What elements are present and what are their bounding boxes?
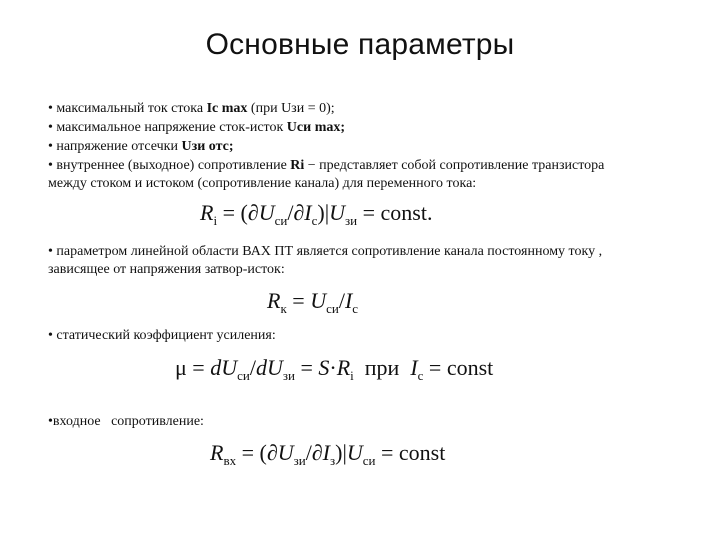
text: • напряжение отсечки	[48, 139, 182, 154]
subscript: i	[350, 368, 354, 383]
symbol: U	[310, 288, 327, 313]
text: • внутреннее (выходное) сопротивление	[48, 158, 291, 173]
subscript: c	[417, 368, 424, 383]
text: (при Uзи = 0);	[247, 101, 335, 116]
param-cutoff-voltage	[48, 138, 668, 156]
symbol: I	[304, 200, 312, 225]
param-max-drain-current	[48, 100, 668, 118]
formula-input-resistance	[210, 440, 445, 466]
subscript: зи	[293, 453, 306, 468]
symbol: ·	[329, 355, 337, 380]
param-input-resistance: •входное сопротивление:	[48, 414, 204, 429]
slide-title: Основные параметры	[205, 28, 515, 61]
subscript: c	[311, 213, 318, 228]
subscript: к	[280, 301, 287, 316]
param-static-gain: • статический коэффициент усиления:	[48, 328, 276, 343]
formula-dc-resistance	[267, 288, 358, 314]
subscript: вх	[223, 453, 237, 468]
symbol: S	[318, 355, 330, 380]
symbol: = (∂	[236, 440, 278, 465]
symbol: = const.	[357, 200, 433, 225]
symbol: )|	[335, 440, 347, 465]
symbol: I	[410, 355, 418, 380]
symbol: при	[353, 355, 411, 380]
formula-static-gain	[175, 355, 493, 381]
param-max-drain-source-voltage	[48, 119, 668, 137]
symbol: = const	[375, 440, 446, 465]
subscript: з	[330, 453, 336, 468]
symbol: =	[294, 355, 319, 380]
symbol: R	[267, 288, 281, 313]
bold-term: Ic max	[206, 101, 248, 116]
subscript: си	[237, 368, 250, 383]
symbol: R	[336, 355, 351, 380]
subscript: зи	[345, 213, 358, 228]
bold-term: Uзи отс;	[181, 139, 234, 154]
subscript: си	[362, 453, 376, 468]
text: − представляет собой сопротивление транзистора между стоком и истоком (сопротивление канала) для переменного тока:	[48, 158, 605, 191]
param-dc-channel-resistance: • параметром линейной области ВАХ ПТ является сопротивление канала постоянному току , зависящее от напряжения затвор-исток:	[48, 244, 603, 277]
subscript: си	[326, 301, 339, 316]
param-internal-resistance	[48, 157, 628, 193]
text: • максимальное напряжение сток-исток	[48, 120, 287, 135]
symbol: R	[210, 440, 224, 465]
symbol: U	[346, 440, 363, 465]
symbol: = (∂	[217, 200, 259, 225]
symbol: =	[286, 288, 311, 313]
subscript: c	[352, 301, 359, 316]
subscript: си	[274, 213, 288, 228]
symbol: U	[277, 440, 294, 465]
symbol: μ =	[175, 355, 211, 380]
symbol: dU	[210, 355, 238, 380]
symbol: I	[322, 440, 330, 465]
symbol: /∂	[287, 200, 305, 225]
symbol: /∂	[305, 440, 323, 465]
symbol: = const	[423, 355, 494, 380]
formula-internal-resistance	[200, 200, 432, 226]
symbol: /	[249, 355, 256, 380]
symbol: )|	[317, 200, 330, 225]
symbol: /	[338, 288, 345, 313]
symbol: U	[258, 200, 275, 225]
bold-term: Uси max;	[286, 120, 346, 135]
subscript: зи	[282, 368, 295, 383]
symbol: dU	[255, 355, 283, 380]
symbol: I	[344, 288, 353, 313]
symbol: U	[329, 200, 346, 225]
symbol: R	[200, 200, 214, 225]
subscript: i	[213, 213, 218, 228]
text: • максимальный ток стока	[48, 101, 207, 116]
bold-term: Ri	[290, 158, 305, 173]
